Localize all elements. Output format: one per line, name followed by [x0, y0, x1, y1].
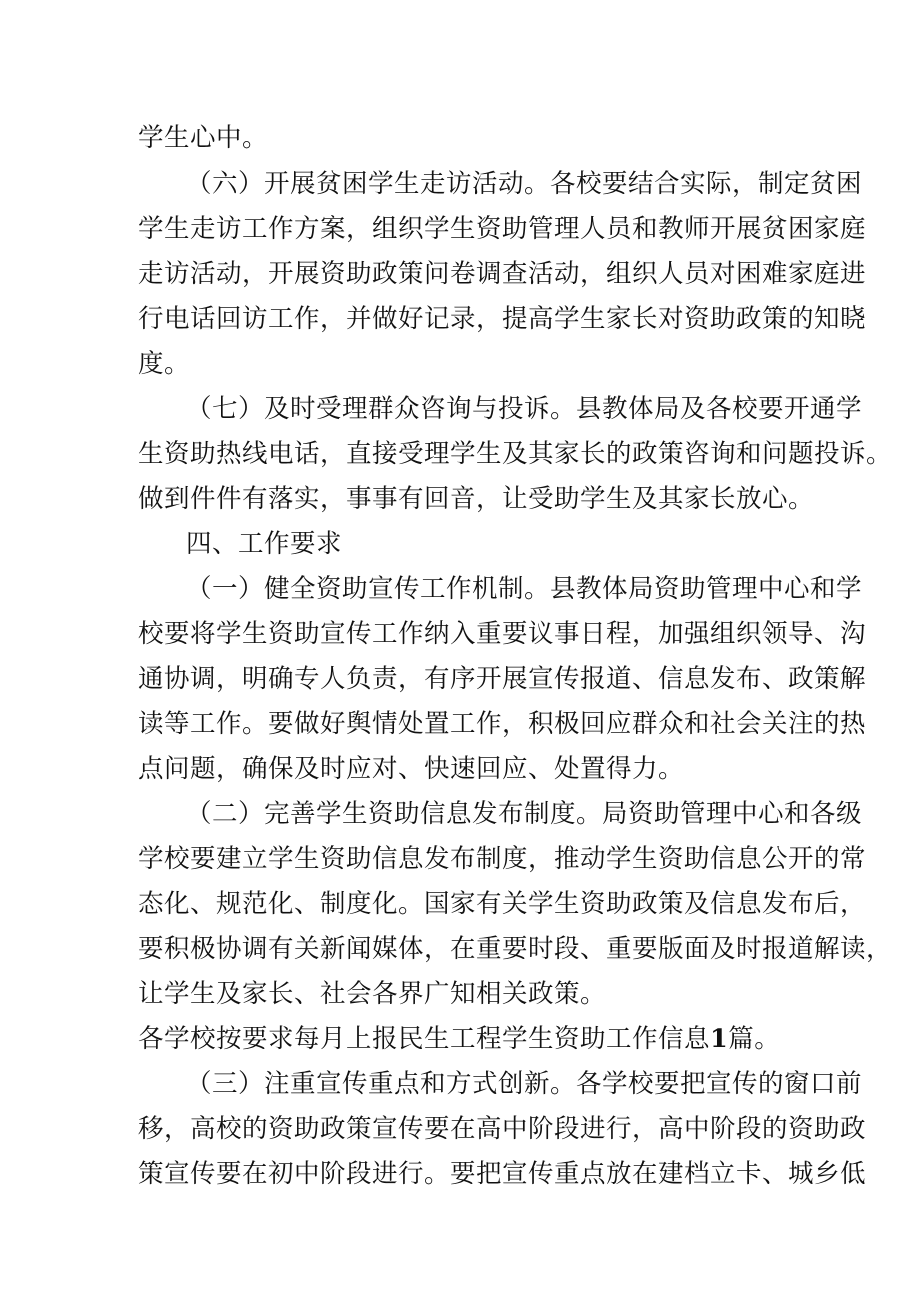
paragraph-line: 学生走访工作方案，组织学生资助管理人员和教师开展贫困家庭 [138, 214, 867, 244]
monthly-report-line [138, 1022, 780, 1056]
paragraph-line: 通协调，明确专人负责，有序开展宣传报道、信息发布、政策解 [138, 664, 867, 694]
section-six-heading-line: （六）开展贫困学生走访活动。各校要结合实际，制定贫困 [186, 169, 863, 199]
monthly-report-prefix: 各学校按要求每月上报民生工程学生资助工作信息 [138, 1024, 711, 1054]
paragraph-line: 行电话回访工作，并做好记录，提高学生家长对资助政策的知晓 [138, 304, 867, 334]
subsection-three-heading-line: （三）注重宣传重点和方式创新。各学校要把宣传的窗口前 [186, 1069, 863, 1099]
section-heading: 四、工作要求 [186, 529, 343, 559]
paragraph-line: 度。 [138, 349, 191, 379]
paragraph-line: 生资助热线电话，直接受理学生及其家长的政策咨询和问题投诉。 [138, 439, 893, 469]
paragraph-line: 做到件件有落实，事事有回音，让受助学生及其家长放心。 [138, 484, 815, 514]
paragraph-line: 校要将学生资助宣传工作纳入重要议事日程，加强组织领导、沟 [138, 619, 867, 649]
paragraph-line: 点问题，确保及时应对、快速回应、处置得力。 [138, 754, 685, 784]
monthly-report-suffix: 篇。 [728, 1024, 781, 1054]
paragraph-line: 让学生及家长、社会各界广知相关政策。 [138, 979, 607, 1009]
paragraph-line: 要积极协调有关新闻媒体，在重要时段、重要版面及时报道解读， [138, 934, 893, 964]
paragraph-line: 走访活动，开展资助政策问卷调查活动，组织人员对困难家庭进 [138, 259, 867, 289]
subsection-one-heading-line: （一）健全资助宣传工作机制。县教体局资助管理中心和学 [186, 574, 863, 604]
paragraph-line: 读等工作。要做好舆情处置工作，积极回应群众和社会关注的热 [138, 709, 867, 739]
paragraph-line: 学校要建立学生资助信息发布制度，推动学生资助信息公开的常 [138, 844, 867, 874]
paragraph-line: 学生心中。 [138, 123, 269, 153]
section-seven-heading-line: （七）及时受理群众咨询与投诉。县教体局及各校要开通学 [186, 394, 863, 424]
paragraph-line: 移，高校的资助政策宣传要在高中阶段进行，高中阶段的资助政 [138, 1114, 867, 1144]
monthly-report-count: 1 [710, 1024, 729, 1054]
paragraph-line: 态化、规范化、制度化。国家有关学生资助政策及信息发布后， [138, 889, 867, 919]
paragraph-line: 策宣传要在初中阶段进行。要把宣传重点放在建档立卡、城乡低 [138, 1159, 867, 1189]
subsection-two-heading-line: （二）完善学生资助信息发布制度。局资助管理中心和各级 [186, 799, 863, 829]
